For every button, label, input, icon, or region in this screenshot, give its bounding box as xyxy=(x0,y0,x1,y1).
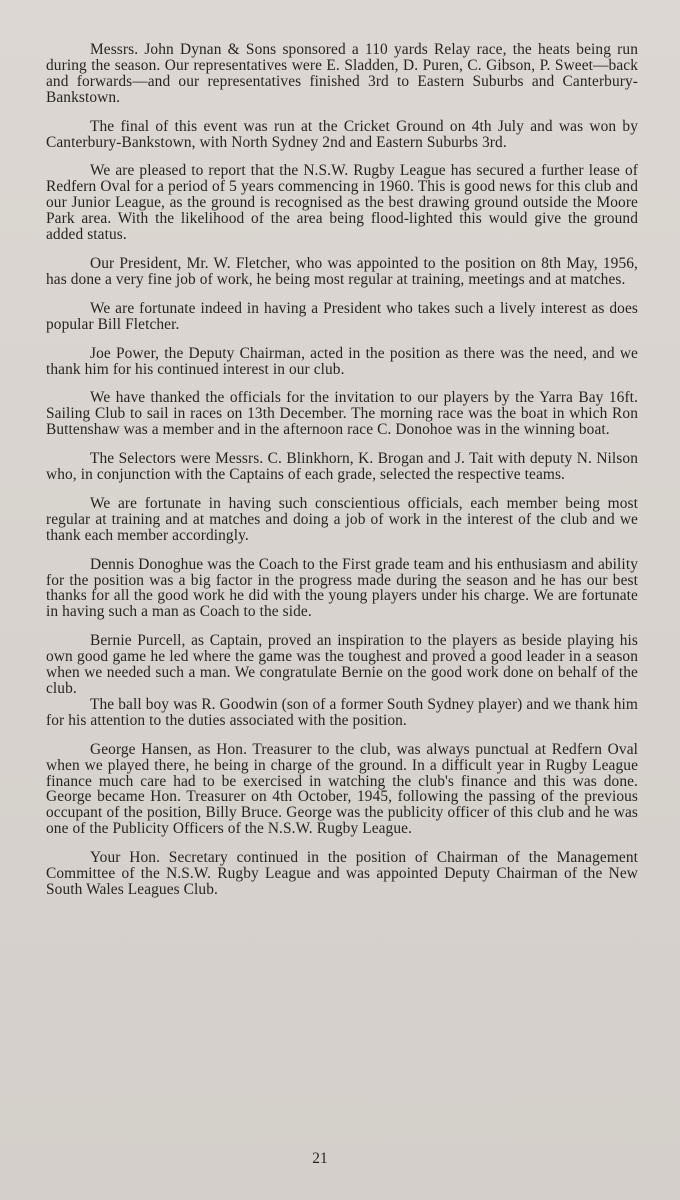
paragraph-selectors: The Selectors were Messrs. C. Blinkhorn, K. Brogan and J. Tait with deputy N. Nilson who, in conjunction with the Captains of each grade, selected the respective teams. xyxy=(46,450,638,484)
page-number: 21 xyxy=(312,1150,328,1167)
paragraph-redfern-oval-lease: We are pleased to report that the N.S.W. Rugby League has secured a further lease of Redfern Oval for a period of 5 years commencing in 1960. This is good news for this club and our Junior League, as the ground is recognised as the best drawing ground outside the Moore Park area. With the likelihood of the area being flood-lighted this would give the ground added status. xyxy=(46,162,638,244)
paragraph-officials: We are fortunate in having such conscientious officials, each member being most regular at training and at matches and doing a job of work in the interest of the club and we thank each member accordingly. xyxy=(46,494,638,544)
paragraph-captain: Bernie Purcell, as Captain, proved an inspiration to the players as beside playing his own good game he led where the game was the toughest and proved a good leader in a season when we needed such a man. We congratulate Bernie on the good work done on behalf of the club. xyxy=(46,632,638,697)
paragraph-coach: Dennis Donoghue was the Coach to the First grade team and his enthusiasm and ability for the position was a big factor in the progress made during the season and he has our best thanks for all the good work he did with the young players under his charge. We are fortunate in having such a man as Coach to the side. xyxy=(46,555,638,621)
body-text xyxy=(46,42,638,911)
paragraph-deputy-chairman: Joe Power, the Deputy Chairman, acted in the position as there was the need, and we thank him for his continued interest in our club. xyxy=(46,344,638,378)
paragraph-ball-boy: The ball boy was R. Goodwin (son of a former South Sydney player) and we thank him for his attention to the duties associated with the position. xyxy=(46,695,638,729)
paragraph-president-interest: We are fortunate indeed in having a President who takes such a lively interest as does popular Bill Fletcher. xyxy=(46,299,638,333)
paragraph-secretary: Your Hon. Secretary continued in the position of Chairman of the Management Committee of the N.S.W. Rugby League and was appointed Deputy Chairman of the New South Wales Leagues Club. xyxy=(46,849,638,898)
paragraph-president: Our President, Mr. W. Fletcher, who was appointed to the position on 8th May, 1956, has done a very fine job of work, he being most regular at training, meetings and at matches. xyxy=(46,254,638,288)
paragraph-relay-race: Messrs. John Dynan & Sons sponsored a 110 yards Relay race, the heats being run during the season. Our representatives were E. Sladden, D. Puren, C. Gibson, P. Sweet—back and forwards—and our representatives finished 3rd to Eastern Suburbs and Canterbury-Bankstown. xyxy=(46,41,638,106)
paragraph-sailing-club: We have thanked the officials for the invitation to our players by the Yarra Bay 16ft. Sailing Club to sail in races on 13th December. The morning race was the boat in which Ron Buttenshaw was a member and in the afternoon race C. Donohoe was in the winning boat. xyxy=(46,389,638,439)
paragraph-relay-final: The final of this event was run at the Cricket Ground on 4th July and was won by Canterbury-Bankstown, with North Sydney 2nd and Eastern Suburbs 3rd. xyxy=(46,117,638,151)
paragraph-treasurer: George Hansen, as Hon. Treasurer to the club, was always punctual at Redfern Oval when we played there, he being in charge of the ground. In a difficult year in Rugby League finance much care had to be exercised in watching the club's finance and this was done. George became Hon. Treasurer on 4th October, 1945, following the passing of the previous occupant of the position, Billy Bruce. George was the publicity officer of this club and he was one of the Publicity Officers of the N.S.W. Rugby League. xyxy=(46,740,638,838)
